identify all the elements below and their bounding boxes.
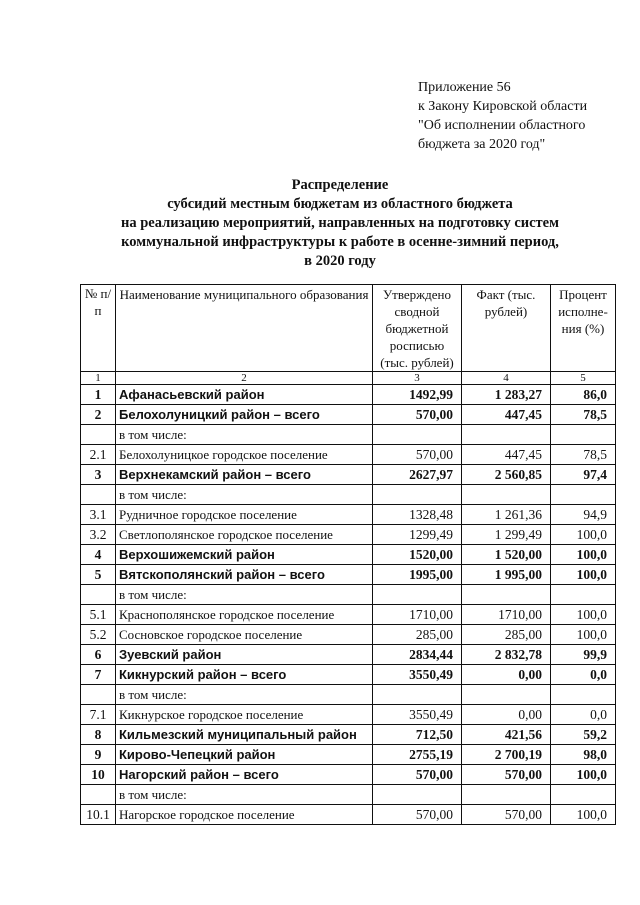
row-fact xyxy=(462,685,551,705)
row-plan: 570,00 xyxy=(373,405,462,425)
row-number: 3 xyxy=(81,465,116,485)
row-number: 10.1 xyxy=(81,805,116,825)
table-row xyxy=(81,645,616,665)
row-plan: 1328,48 xyxy=(373,505,462,525)
row-fact: 2 700,19 xyxy=(462,745,551,765)
row-fact: 447,45 xyxy=(462,445,551,465)
table-row xyxy=(81,545,616,565)
row-number: 5.1 xyxy=(81,605,116,625)
row-plan: 1299,49 xyxy=(373,525,462,545)
column-index: 4 xyxy=(462,372,551,385)
row-plan: 2834,44 xyxy=(373,645,462,665)
row-percent: 99,9 xyxy=(551,645,616,665)
appendix-line: к Закону Кировской области xyxy=(418,99,588,114)
header-fact: Факт (тыс. рублей) xyxy=(462,285,551,372)
row-percent: 100,0 xyxy=(551,565,616,585)
row-percent: 78,5 xyxy=(551,445,616,465)
row-name: в том числе: xyxy=(116,685,373,705)
row-number: 6 xyxy=(81,645,116,665)
row-fact: 447,45 xyxy=(462,405,551,425)
subsidy-table xyxy=(80,284,616,825)
row-name: Верхошижемский район xyxy=(116,545,373,565)
row-percent: 100,0 xyxy=(551,625,616,645)
table-row xyxy=(81,705,616,725)
row-percent: 86,0 xyxy=(551,385,616,405)
row-number: 5.2 xyxy=(81,625,116,645)
row-fact xyxy=(462,425,551,445)
column-index: 1 xyxy=(81,372,116,385)
row-percent xyxy=(551,425,616,445)
row-fact: 285,00 xyxy=(462,625,551,645)
appendix-line: "Об исполнении областного xyxy=(418,118,586,133)
title-line: на реализацию мероприятий, направленных на подготовку систем xyxy=(121,215,559,231)
row-percent: 100,0 xyxy=(551,545,616,565)
row-percent xyxy=(551,685,616,705)
table-row xyxy=(81,605,616,625)
row-fact: 0,00 xyxy=(462,705,551,725)
row-name: Белохолуницкий район – всего xyxy=(116,405,373,425)
appendix-line: Приложение 56 xyxy=(418,80,511,95)
table-header-row xyxy=(81,285,616,372)
row-name: Кирово-Чепецкий район xyxy=(116,745,373,765)
table-row xyxy=(81,785,616,805)
row-name: в том числе: xyxy=(116,585,373,605)
row-plan: 712,50 xyxy=(373,725,462,745)
row-fact: 1 261,36 xyxy=(462,505,551,525)
row-fact: 421,56 xyxy=(462,725,551,745)
row-name: Кикнурский район – всего xyxy=(116,665,373,685)
row-number: 8 xyxy=(81,725,116,745)
table-row xyxy=(81,745,616,765)
row-fact: 1710,00 xyxy=(462,605,551,625)
row-number: 4 xyxy=(81,545,116,565)
row-plan: 285,00 xyxy=(373,625,462,645)
row-percent: 100,0 xyxy=(551,765,616,785)
row-number xyxy=(81,785,116,805)
row-number: 5 xyxy=(81,565,116,585)
row-percent xyxy=(551,485,616,505)
row-fact: 2 832,78 xyxy=(462,645,551,665)
row-fact xyxy=(462,785,551,805)
row-fact: 1 283,27 xyxy=(462,385,551,405)
row-fact: 570,00 xyxy=(462,765,551,785)
row-name: Сосновское городское поселение xyxy=(116,625,373,645)
row-number: 2 xyxy=(81,405,116,425)
header-num: № п/п xyxy=(81,285,116,372)
row-name: Вятскополянский район – всего xyxy=(116,565,373,585)
row-percent: 100,0 xyxy=(551,525,616,545)
row-name: Верхнекамский район – всего xyxy=(116,465,373,485)
row-number xyxy=(81,685,116,705)
row-fact: 1 299,49 xyxy=(462,525,551,545)
table-row xyxy=(81,465,616,485)
row-name: Светлополянское городское поселение xyxy=(116,525,373,545)
row-percent: 100,0 xyxy=(551,605,616,625)
row-plan: 570,00 xyxy=(373,805,462,825)
table-row xyxy=(81,565,616,585)
table-row xyxy=(81,445,616,465)
header-plan: Утверждено сводной бюджетной росписью (тыс. рублей) xyxy=(373,285,462,372)
row-percent xyxy=(551,785,616,805)
row-number: 9 xyxy=(81,745,116,765)
row-name: Нагорское городское поселение xyxy=(116,805,373,825)
row-plan: 2627,97 xyxy=(373,465,462,485)
title-line: субсидий местным бюджетам из областного бюджета xyxy=(167,196,513,212)
table-row xyxy=(81,385,616,405)
row-name: в том числе: xyxy=(116,485,373,505)
row-name: в том числе: xyxy=(116,425,373,445)
row-percent: 97,4 xyxy=(551,465,616,485)
row-name: Рудничное городское поселение xyxy=(116,505,373,525)
table-row xyxy=(81,405,616,425)
row-name: Афанасьевский район xyxy=(116,385,373,405)
row-fact: 570,00 xyxy=(462,805,551,825)
row-percent: 0,0 xyxy=(551,665,616,685)
row-plan xyxy=(373,485,462,505)
table-row xyxy=(81,805,616,825)
table-row xyxy=(81,505,616,525)
title-line: в 2020 году xyxy=(304,253,376,269)
row-plan: 3550,49 xyxy=(373,665,462,685)
title-line: Распределение xyxy=(291,177,389,193)
row-percent: 98,0 xyxy=(551,745,616,765)
row-number: 10 xyxy=(81,765,116,785)
row-name: Белохолуницкое городское поселение xyxy=(116,445,373,465)
column-index: 2 xyxy=(116,372,373,385)
row-fact: 1 520,00 xyxy=(462,545,551,565)
row-plan: 1492,99 xyxy=(373,385,462,405)
row-plan: 2755,19 xyxy=(373,745,462,765)
row-percent: 59,2 xyxy=(551,725,616,745)
table-row xyxy=(81,725,616,745)
table-row xyxy=(81,665,616,685)
row-plan: 570,00 xyxy=(373,445,462,465)
table-row xyxy=(81,425,616,445)
row-percent: 78,5 xyxy=(551,405,616,425)
table-row xyxy=(81,765,616,785)
row-number: 2.1 xyxy=(81,445,116,465)
header-name: Наименование муниципального образования xyxy=(116,285,373,372)
document-title xyxy=(70,176,610,271)
row-fact xyxy=(462,485,551,505)
row-name: Краснополянское городское поселение xyxy=(116,605,373,625)
row-name: Кикнурское городское поселение xyxy=(116,705,373,725)
row-percent: 0,0 xyxy=(551,705,616,725)
row-number xyxy=(81,585,116,605)
row-plan: 1520,00 xyxy=(373,545,462,565)
row-fact: 0,00 xyxy=(462,665,551,685)
row-number: 7.1 xyxy=(81,705,116,725)
row-number xyxy=(81,425,116,445)
row-number: 3.1 xyxy=(81,505,116,525)
row-name: Нагорский район – всего xyxy=(116,765,373,785)
row-plan: 1995,00 xyxy=(373,565,462,585)
row-name: Зуевский район xyxy=(116,645,373,665)
table-row xyxy=(81,485,616,505)
row-plan xyxy=(373,585,462,605)
row-percent: 100,0 xyxy=(551,805,616,825)
table-body xyxy=(81,385,616,825)
row-name: в том числе: xyxy=(116,785,373,805)
row-number xyxy=(81,485,116,505)
header-pct: Процент исполне-ния (%) xyxy=(551,285,616,372)
column-index-row xyxy=(81,372,616,385)
column-index: 3 xyxy=(373,372,462,385)
row-plan: 570,00 xyxy=(373,765,462,785)
column-index: 5 xyxy=(551,372,616,385)
row-plan: 1710,00 xyxy=(373,605,462,625)
title-line: коммунальной инфраструктуры к работе в осенне-зимний период, xyxy=(121,234,559,250)
row-number: 3.2 xyxy=(81,525,116,545)
row-plan: 3550,49 xyxy=(373,705,462,725)
table-row xyxy=(81,625,616,645)
table-row xyxy=(81,685,616,705)
table-row xyxy=(81,525,616,545)
row-percent: 94,9 xyxy=(551,505,616,525)
row-name: Кильмезский муниципальный район xyxy=(116,725,373,745)
row-fact xyxy=(462,585,551,605)
table-row xyxy=(81,585,616,605)
row-fact: 2 560,85 xyxy=(462,465,551,485)
row-percent xyxy=(551,585,616,605)
row-number: 1 xyxy=(81,385,116,405)
appendix-line: бюджета за 2020 год" xyxy=(418,137,546,152)
row-fact: 1 995,00 xyxy=(462,565,551,585)
row-number: 7 xyxy=(81,665,116,685)
row-plan xyxy=(373,425,462,445)
appendix-header xyxy=(418,78,587,154)
row-plan xyxy=(373,685,462,705)
row-plan xyxy=(373,785,462,805)
